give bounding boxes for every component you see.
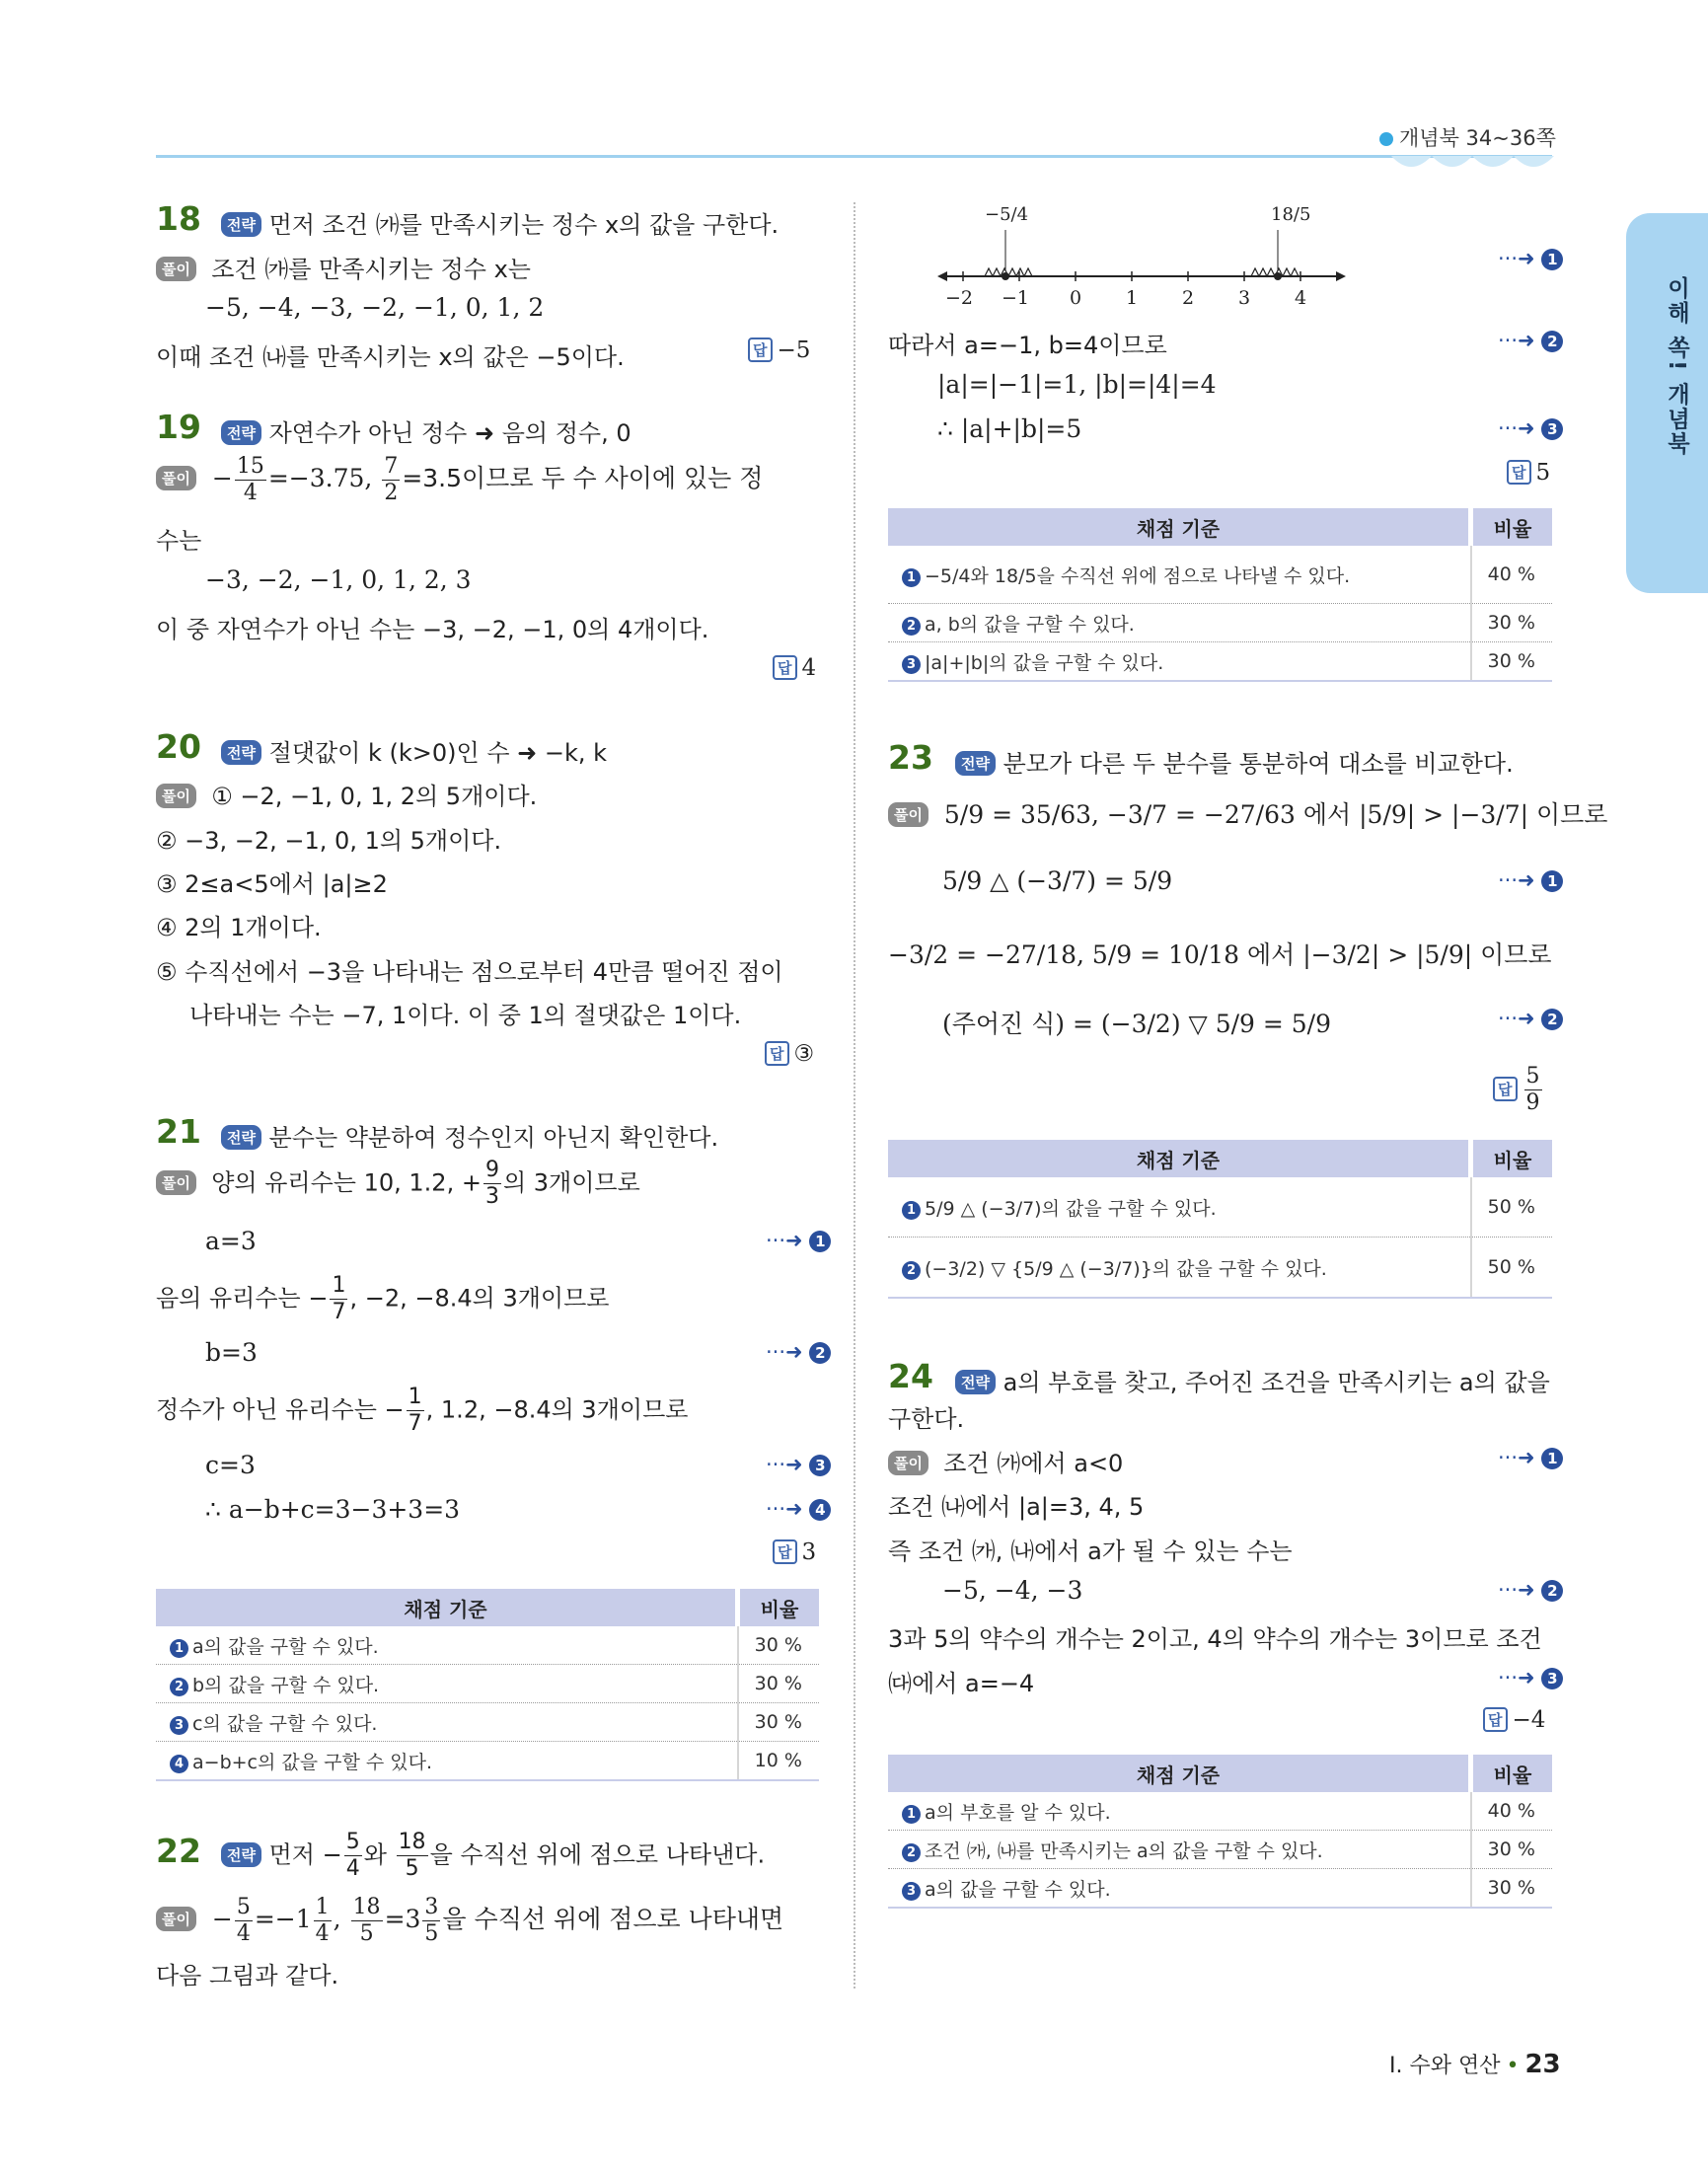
problem-number: 18 — [156, 199, 201, 238]
text-line: 나타내는 수는 −7, 1이다. 이 중 1의 절댓값은 1이다. — [189, 1002, 742, 1029]
answer-badge: 답 — [773, 655, 797, 680]
solution-badge: 풀이 — [156, 1170, 196, 1195]
text-line: 3과 5의 약수의 개수는 2이고, 4의 약수의 개수는 3이므로 조건 — [888, 1625, 1542, 1653]
table-row: 1 a의 부호를 알 수 있다. 40 % — [888, 1792, 1552, 1831]
text-line: 즉 조건 ㈎, ㈏에서 a가 될 수 있는 수는 — [888, 1538, 1293, 1565]
text-line: ㈐에서 a=−4 — [888, 1670, 1035, 1697]
nl-label-b: 18/5 — [1271, 204, 1311, 225]
solution-line: 풀이 5/9 = 35/63, −3/7 = −27/63 에서 |5/9| > |−3/7| 이므로 — [888, 795, 1607, 831]
nl-arrow-right — [1336, 271, 1346, 281]
text-line: 음의 유리수는 − $\frac{1}{7}$ , −2, −8.4의 3개이므로 — [156, 1273, 610, 1324]
strategy-line — [955, 744, 1514, 779]
strategy-badge: 전략 — [221, 1125, 261, 1150]
table-row: 3 c의 값을 구할 수 있다. 30 % — [156, 1703, 819, 1742]
strategy-badge: 전략 — [221, 212, 261, 237]
strategy-text: 자연수가 아닌 정수 ➜ 음의 정수, 0 — [268, 419, 631, 447]
math-line: −5, −4, −3 — [942, 1576, 1083, 1605]
fraction: $\frac{18}{5}$ — [398, 1830, 426, 1881]
text: 의 3개이므로 — [502, 1168, 640, 1197]
strategy-text: 먼저 조건 ㈎를 만족시키는 정수 x의 값을 구한다. — [268, 211, 780, 239]
answer-value: 4 — [801, 655, 817, 681]
strategy-line — [221, 413, 631, 448]
solution-badge: 풀이 — [888, 1451, 928, 1475]
wave-decoration — [1391, 156, 1554, 178]
text: − — [211, 464, 233, 492]
answer-value: −5 — [777, 338, 811, 363]
column-divider — [854, 202, 855, 1988]
answer-badge: 답 — [765, 1041, 789, 1066]
strategy-line — [955, 1363, 1550, 1397]
math-line: −3/2 = −27/18, 5/9 = 10/18 에서 |−3/2| > |5/9| 이므로 — [888, 940, 1552, 969]
table-header: 비율 — [738, 1589, 820, 1626]
answer — [1507, 460, 1550, 486]
text: 양의 유리수는 10, 1.2, + — [211, 1168, 482, 1197]
page-number: 23 — [1524, 2050, 1561, 2079]
table-row: 1 5/9 △ (−3/7)의 값을 구할 수 있다. 50 % — [888, 1177, 1552, 1238]
strategy-line — [221, 205, 779, 240]
strategy-line: 전략 먼저 − $\frac{5}{4}$ 와 $\frac{18}{5}$ 을 수직선 위에 점으로 나타낸다. — [221, 1832, 765, 1880]
math-line: −5, −4, −3, −2, −1, 0, 1, 2 — [205, 293, 545, 322]
answer-badge: 답 — [1493, 1077, 1518, 1101]
math-line: |a|=|−1|=1, |b|=|4|=4 — [937, 370, 1217, 399]
text: ① −2, −1, 0, 1, 2의 5개이다. — [211, 783, 538, 810]
answer-badge: 답 — [1483, 1707, 1508, 1732]
answer — [1483, 1707, 1545, 1733]
bullet-icon — [1379, 132, 1393, 146]
solution-line — [156, 1160, 640, 1208]
text-line: 이때 조건 ㈏를 만족시키는 x의 값은 −5이다. — [156, 343, 625, 371]
text-line: 따라서 a=−1, b=4이므로 — [888, 332, 1167, 359]
step-marker: ···➜ 3 — [766, 1453, 831, 1476]
grading-table — [156, 1589, 819, 1781]
nl-tick-label: 3 — [1237, 287, 1251, 309]
solution-badge: 풀이 — [888, 802, 928, 827]
math-line: ∴ a−b+c=3−3+3=3 — [205, 1495, 461, 1524]
page-reference-text: 개념북 34~36쪽 — [1399, 126, 1556, 150]
table-row: 1 −5/4와 18/5을 수직선 위에 점으로 나타낼 수 있다. 40 % — [888, 546, 1552, 604]
answer-value: ③ — [793, 1041, 815, 1067]
answer — [748, 338, 810, 363]
table-row: 2 a, b의 값을 구할 수 있다. 30 % — [888, 604, 1552, 642]
step-marker: ···➜ 2 — [1498, 1007, 1563, 1030]
answer-badge: 답 — [748, 338, 773, 362]
text: 조건 ㈎를 만족시키는 정수 x는 — [211, 256, 531, 283]
fraction: $\frac{1}{7}$ — [332, 1273, 346, 1324]
table-row: 3 |a|+|b|의 값을 구할 수 있다. 30 % — [888, 642, 1552, 682]
nl-point-a — [1002, 272, 1009, 280]
nl-tick-label: −2 — [944, 287, 974, 309]
strategy-text: 절댓값이 k (k>0)인 수 ➜ −k, k — [268, 739, 608, 767]
nl-tick-label: 2 — [1181, 287, 1195, 309]
grading-table — [888, 508, 1552, 682]
text: =3.5이므로 두 수 사이에 있는 정 — [402, 464, 764, 492]
strategy-badge: 전략 — [221, 1842, 261, 1867]
chapter-title: Ⅰ. 수와 연산 — [1389, 2054, 1501, 2078]
strategy-badge: 전략 — [221, 740, 261, 765]
problem-number: 23 — [888, 738, 933, 777]
number-line — [935, 202, 1350, 311]
step-marker: ···➜ 2 — [1498, 1578, 1563, 1602]
table-header: 채점 기준 — [156, 1589, 738, 1626]
answer-value: 3 — [801, 1539, 817, 1565]
step-marker: ···➜ 3 — [1498, 1666, 1563, 1689]
nl-tick-label: 4 — [1294, 287, 1307, 309]
table-header: 채점 기준 — [888, 1755, 1471, 1792]
step-marker: ···➜ 1 — [1498, 868, 1563, 892]
text-line: ③ 2≤a<5에서 |a|≥2 — [156, 870, 388, 898]
text-line: 이 중 자연수가 아닌 수는 −3, −2, −1, 0의 4개이다. — [156, 616, 709, 643]
math-line: c=3 — [205, 1451, 256, 1479]
side-tab-label: 이해 쏙! 개념북 — [1664, 276, 1689, 457]
answer-value: −4 — [1512, 1707, 1546, 1733]
nl-tick-label: 1 — [1125, 287, 1139, 309]
table-header: 비율 — [1471, 1755, 1553, 1792]
header-rule — [156, 155, 1552, 158]
solution-badge: 풀이 — [156, 257, 196, 281]
text-line: 다음 그림과 같다. — [156, 1962, 339, 1989]
step-marker: ···➜ 1 — [1498, 247, 1563, 270]
problem-number: 19 — [156, 408, 201, 446]
fraction: $\frac{1}{7}$ — [408, 1385, 422, 1436]
text-line: 조건 ㈏에서 |a|=3, 4, 5 — [888, 1493, 1145, 1521]
page-reference — [1379, 122, 1556, 152]
solution-line — [156, 777, 537, 811]
math-line: a=3 — [205, 1227, 257, 1255]
answer-badge: 답 — [773, 1539, 797, 1564]
strategy-badge: 전략 — [955, 751, 996, 776]
answer — [1493, 1066, 1544, 1114]
page-footer — [1389, 2049, 1561, 2079]
answer — [765, 1041, 814, 1067]
fraction: $\frac{5}{4}$ — [345, 1830, 360, 1881]
solution-line: 풀이 − $\frac{5}{4}$ =−1 $\frac{1}{4}$ , $\frac{18}{5}$ =3 $\frac{3}{5}$ 을 수직선 위에 점으로 나타내면 — [156, 1897, 783, 1945]
text-line: ② −3, −2, −1, 0, 1의 5개이다. — [156, 827, 502, 855]
table-row: 1 a의 값을 구할 수 있다. 30 % — [156, 1626, 819, 1665]
math-line: 5/9 △ (−3/7) = 5/9 — [942, 866, 1173, 895]
step-marker: ···➜ 2 — [766, 1340, 831, 1364]
answer — [773, 1539, 816, 1565]
nl-point-b — [1274, 272, 1282, 280]
solution-badge: 풀이 — [156, 1907, 196, 1931]
grading-table — [888, 1755, 1552, 1909]
nl-label-a: −5/4 — [985, 204, 1029, 225]
table-row: 2 b의 값을 구할 수 있다. 30 % — [156, 1665, 819, 1703]
text-line: ⑤ 수직선에서 −3을 나타내는 점으로부터 4만큼 떨어진 점이 — [156, 958, 783, 986]
strategy-text: a의 부호를 찾고, 주어진 조건을 만족시키는 a의 값을 — [1003, 1369, 1550, 1396]
text-line: 구한다. — [888, 1405, 965, 1433]
problem-number: 21 — [156, 1112, 201, 1151]
problem-number: 20 — [156, 727, 201, 766]
nl-arrow-left — [937, 271, 947, 281]
fraction: $\frac{7}{2}$ — [384, 454, 399, 505]
strategy-text: 분수는 약분하여 정수인지 아닌지 확인한다. — [268, 1124, 719, 1152]
strategy-line — [221, 1118, 718, 1153]
problem-number: 22 — [156, 1832, 201, 1870]
table-header: 비율 — [1471, 1140, 1553, 1177]
text-line: 수는 — [156, 527, 202, 555]
strategy-text: 분모가 다른 두 분수를 통분하여 대소를 비교한다. — [1003, 750, 1514, 778]
solution-line: 풀이 조건 ㈎에서 a<0 — [888, 1444, 1123, 1478]
strategy-badge: 전략 — [221, 420, 261, 445]
grading-table — [888, 1140, 1552, 1299]
solution-badge: 풀이 — [156, 784, 196, 808]
math-line: ∴ |a|+|b|=5 — [937, 414, 1082, 443]
table-row: 2 (−3/2) ▽ {5/9 △ (−3/7)}의 값을 구할 수 있다. 50 % — [888, 1238, 1552, 1299]
nl-tick-label: −1 — [1001, 287, 1030, 309]
text-line: 정수가 아닌 유리수는 − $\frac{1}{7}$ , 1.2, −8.4의 3개이므로 — [156, 1385, 689, 1436]
step-marker: ···➜ 2 — [1498, 329, 1563, 352]
step-marker: ···➜ 3 — [1498, 416, 1563, 440]
fraction: $\frac{15}{4}$ — [236, 454, 264, 505]
math-line: (주어진 식) = (−3/2) ▽ 5/9 = 5/9 — [942, 1010, 1332, 1038]
math-line: b=3 — [205, 1338, 258, 1367]
answer-value: $\frac{5}{9}$ — [1525, 1064, 1540, 1115]
table-header: 채점 기준 — [888, 1140, 1471, 1177]
text-line: ④ 2의 1개이다. — [156, 914, 322, 941]
step-marker: ···➜ 1 — [766, 1229, 831, 1252]
solution-line — [156, 250, 531, 284]
math-line: −3, −2, −1, 0, 1, 2, 3 — [205, 565, 472, 594]
step-marker: ···➜ 1 — [1498, 1446, 1563, 1469]
solution-line — [156, 456, 763, 504]
table-header: 비율 — [1471, 508, 1553, 546]
strategy-line — [221, 733, 607, 768]
table-row: 2 조건 ㈎, ㈏를 만족시키는 a의 값을 구할 수 있다. 30 % — [888, 1831, 1552, 1869]
step-marker: ···➜ 4 — [766, 1497, 831, 1521]
table-row: 4 a−b+c의 값을 구할 수 있다. 10 % — [156, 1742, 819, 1781]
text: =−3.75, — [267, 464, 373, 492]
strategy-badge: 전략 — [955, 1370, 996, 1394]
answer-value: 5 — [1535, 460, 1551, 486]
nl-tick-label: 0 — [1069, 287, 1082, 309]
table-header: 채점 기준 — [888, 508, 1471, 546]
separator-icon: • — [1506, 2054, 1520, 2078]
answer-badge: 답 — [1507, 460, 1531, 485]
fraction: $\frac{9}{3}$ — [484, 1158, 499, 1209]
answer — [773, 655, 816, 681]
table-row: 3 a의 값을 구할 수 있다. 30 % — [888, 1869, 1552, 1909]
problem-number: 24 — [888, 1357, 933, 1395]
solution-badge: 풀이 — [156, 466, 196, 490]
